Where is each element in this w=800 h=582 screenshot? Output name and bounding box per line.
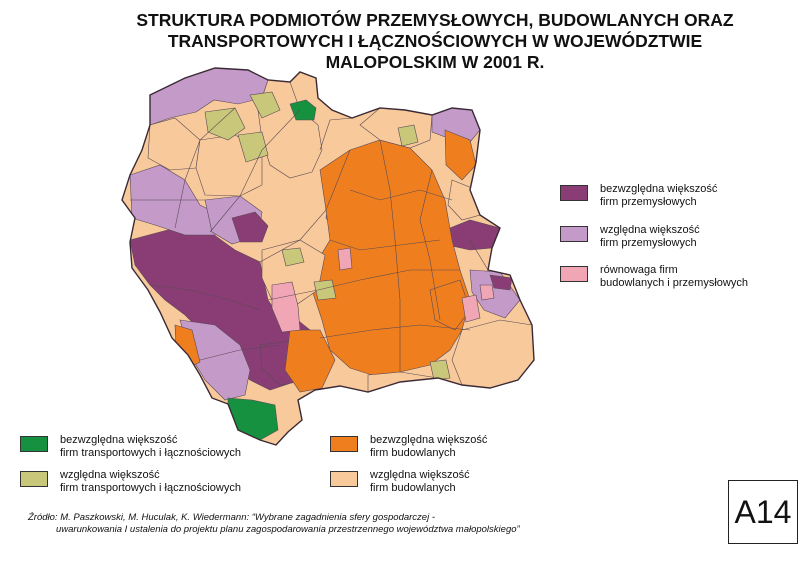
region-east2-balance: [480, 285, 494, 300]
legend-label: budowlanych i przemysłowych: [600, 277, 748, 289]
legend-label: firm budowlanych: [370, 482, 456, 494]
legend-label: firm przemysłowych: [600, 237, 697, 249]
legend-label: równowaga firm: [600, 264, 678, 276]
map-code: A14: [734, 493, 792, 530]
legend-swatch-balance: [560, 266, 588, 282]
legend-label: bezwzględna większość: [60, 434, 178, 446]
map-code-box: [728, 480, 798, 544]
legend-label: względna większość: [600, 224, 700, 236]
region-northeast-rel-transport: [398, 125, 418, 146]
legend-swatch-rel-construction: [330, 471, 358, 487]
legend-balance: [560, 264, 748, 290]
legend-rel-construction: [330, 469, 470, 495]
source-line-2: uwarunkowania I ustalenia do projektu planu zagospodarowania przestrzennego województwa małopolskiego”: [56, 524, 520, 535]
legend-rel-transport: [20, 469, 241, 495]
legend-swatch-abs-industrial: [560, 185, 588, 201]
legend-label: firm przemysłowych: [600, 196, 697, 208]
region-center2-balance: [338, 248, 352, 270]
legend-abs-industrial: [560, 183, 717, 209]
legend-abs-transport: [20, 434, 241, 460]
source-line-1: Źródło: M. Paszkowski, M. Huculak, K. Wiedermann: “Wybrane zagadnienia sfery gospodarczej -: [28, 512, 435, 523]
legend-label: względna większość: [60, 469, 160, 481]
legend-swatch-abs-construction: [330, 436, 358, 452]
legend-label: firm transportowych i łącznościowych: [60, 447, 241, 459]
legend-abs-construction: [330, 434, 487, 460]
legend-swatch-rel-transport: [20, 471, 48, 487]
title-line-1: STRUKTURA PODMIOTÓW PRZEMYSŁOWYCH, BUDOWLANYCH ORAZ: [136, 10, 734, 30]
legend-label: bezwzględna większość: [370, 434, 488, 446]
title-line-3: MALOPOLSKIM W 2001 R.: [325, 52, 545, 72]
legend-label: firm budowlanych: [370, 447, 456, 459]
source-note: [28, 512, 520, 536]
legend-label: bezwzględna większość: [600, 183, 718, 195]
legend-swatch-abs-transport: [20, 436, 48, 452]
legend-label: względna większość: [370, 469, 470, 481]
title-line-2: TRANSPORTOWYCH I ŁĄCZNOŚCIOWYCH W WOJEWÓDZTWIE: [167, 31, 703, 51]
legend-swatch-rel-industrial: [560, 226, 588, 242]
legend-rel-industrial: [560, 224, 700, 250]
region-east-rel-construction: [452, 320, 534, 388]
legend-label: firm transportowych i łącznościowych: [60, 482, 241, 494]
